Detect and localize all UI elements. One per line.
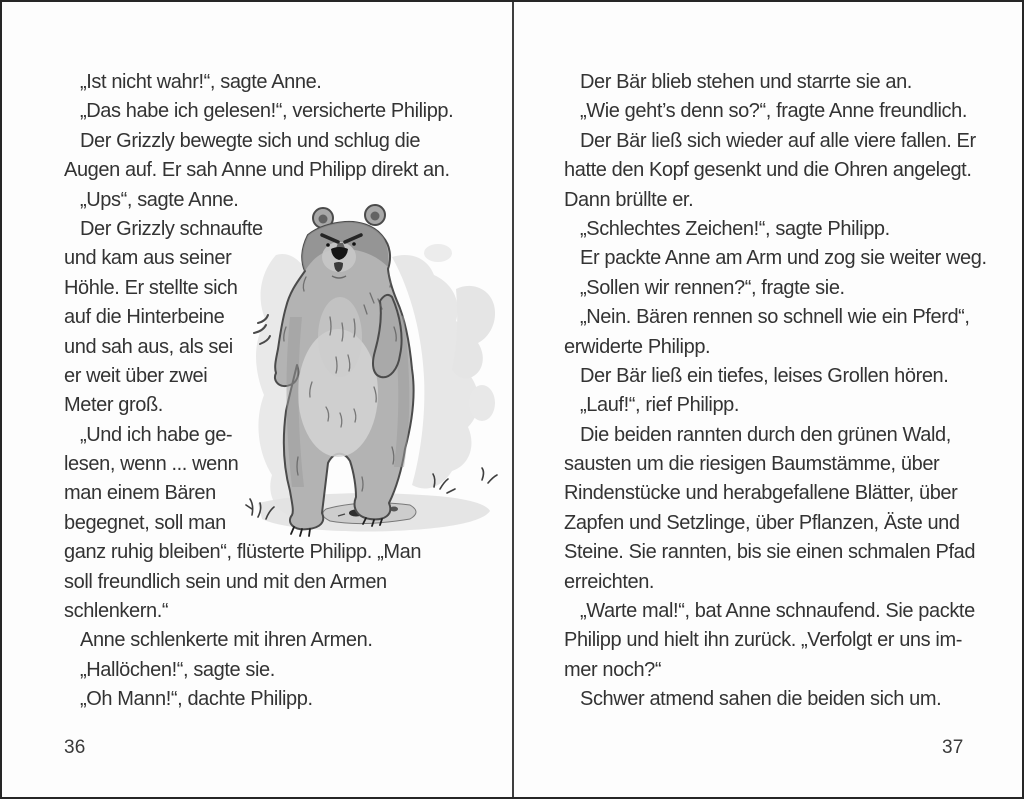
text-line: erreichten. [564, 570, 655, 593]
text-line: „Ups“, sagte Anne. [80, 188, 239, 211]
text-line: Der Grizzly schnaufte [80, 217, 263, 240]
text-line: hatte den Kopf gesenkt und die Ohren angelegt. [564, 159, 972, 182]
text-line: begegnet, soll man [64, 511, 226, 534]
text-line: schlenkern.“ [64, 600, 169, 623]
text-line: Zapfen und Setzlinge, über Pflanzen, Äste und [564, 511, 960, 534]
text-line: „Wie geht’s denn so?“, fragte Anne freundlich. [580, 100, 968, 123]
text-line: Höhle. Er stellte sich [64, 276, 238, 299]
text-line: Die beiden rannten durch den grünen Wald, [580, 423, 951, 446]
text-line: und kam aus seiner [64, 247, 232, 270]
right-page-text [564, 68, 987, 715]
book-spine-divider [512, 2, 514, 797]
text-line: Augen auf. Er sah Anne und Philipp direkt an. [64, 159, 450, 182]
text-line: „Oh Mann!“, dachte Philipp. [80, 688, 313, 711]
text-line: Der Grizzly bewegte sich und schlug die [80, 129, 421, 152]
text-line: er weit über zwei [64, 364, 208, 387]
text-line: Er packte Anne am Arm und zog sie weiter weg. [580, 247, 987, 270]
text-line: auf die Hinterbeine [64, 306, 225, 329]
text-line: „Sollen wir rennen?“, fragte sie. [580, 276, 845, 299]
text-line: „Ist nicht wahr!“, sagte Anne. [80, 71, 322, 93]
text-line: Der Bär blieb stehen und starrte sie an. [580, 71, 912, 93]
text-line: sausten um die riesigen Baumstämme, über [564, 453, 940, 476]
text-line: „Schlechtes Zeichen!“, sagte Philipp. [580, 217, 890, 240]
text-line: erwiderte Philipp. [564, 335, 711, 358]
text-line: „Lauf!“, rief Philipp. [580, 394, 740, 417]
text-line: Der Bär ließ ein tiefes, leises Grollen hören. [580, 364, 949, 387]
text-line: mer noch?“ [564, 658, 662, 681]
bear-illustration [242, 197, 507, 542]
text-line: Dann brüllte er. [564, 188, 694, 211]
text-line: „Nein. Bären rennen so schnell wie ein Pferd“, [580, 306, 970, 329]
text-line: Philipp und hielt ihn zurück. „Verfolgt er uns im- [564, 629, 962, 652]
page-number-left: 36 [64, 737, 86, 758]
text-line: man einem Bären [64, 482, 216, 505]
page-number-right: 37 [942, 737, 964, 758]
text-line: Anne schlenkerte mit ihren Armen. [80, 629, 373, 652]
text-line: soll freundlich sein und mit den Armen [64, 570, 387, 593]
text-line: „Hallöchen!“, sagte sie. [80, 658, 275, 681]
text-line: ganz ruhig bleiben“, flüsterte Philipp. „Man [64, 541, 422, 564]
text-line: „Und ich habe ge- [80, 423, 233, 446]
text-line: lesen, wenn ... wenn [64, 453, 239, 476]
text-line: „Das habe ich gelesen!“, versicherte Philipp. [80, 100, 454, 123]
text-line: Rindenstücke und herabgefallene Blätter, über [564, 482, 958, 505]
text-line: Schwer atmend sahen die beiden sich um. [580, 688, 942, 711]
bear-body [275, 205, 414, 536]
text-line: Der Bär ließ sich wieder auf alle viere fallen. Er [580, 129, 976, 152]
text-line: Steine. Sie rannten, bis sie einen schmalen Pfad [564, 541, 976, 564]
text-line: „Warte mal!“, bat Anne schnaufend. Sie packte [580, 600, 975, 623]
text-line: Meter groß. [64, 394, 163, 417]
text-line: und sah aus, als sei [64, 335, 233, 358]
